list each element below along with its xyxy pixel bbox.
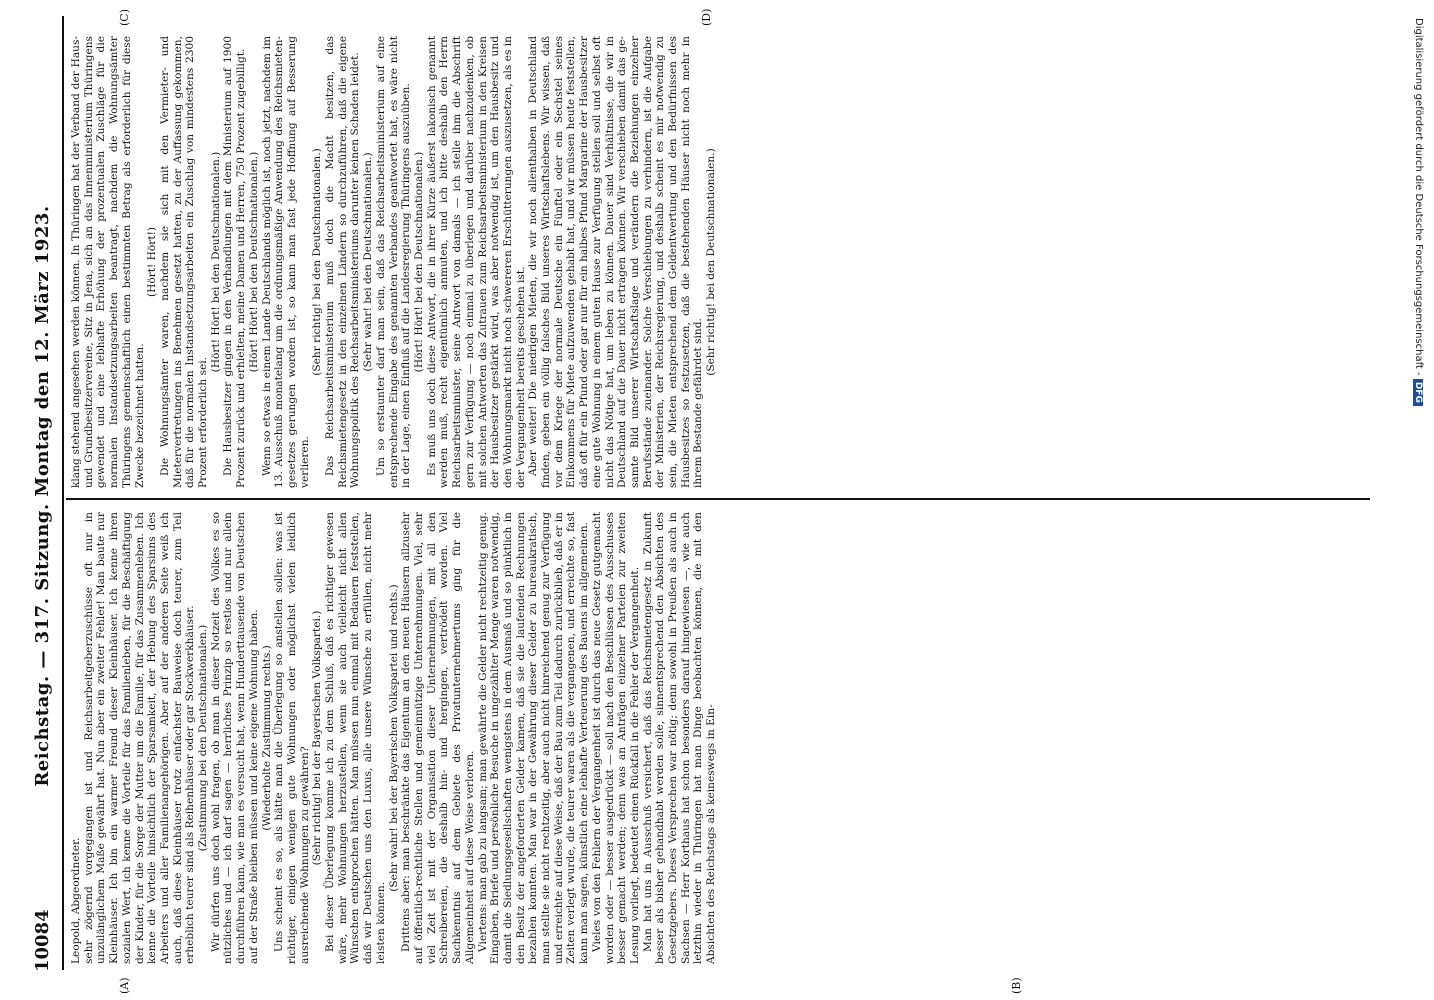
paragraph: Bei dieser Überlegung komme ich zu dem Schluß, daß es richtiger gewesen wäre, mehr Wohnungen herzustellen, wenn sie auch vielleicht nicht allen Wünschen entsprochen hätten. Man müssen nun einmal mit Bedauern feststellen, daß wir Deutschen uns den Luxus, alle unsere Wünsche zu erfüllen, nicht mehr leisten können. bbox=[324, 512, 387, 964]
page-number: 10084 bbox=[32, 909, 53, 972]
right-column bbox=[70, 36, 1370, 488]
paragraph: sehr zögernd vorgegangen ist und Reichsarbeitgeberzuschüsse oft nur in unzulänglichem Maße gewährt hat. Nun aber ein zweiter Fehler! Man baute nur Kleinhäuser. Ich bin ein warmer Freund dieser Kleinhäuser. Ich kenne ihren sozialen Wert, ich kenne die Vorteile für das Familienleben, für die Beschäftigung der Kinder, für die Sorge der Mutter um die Familie, für das Zusammenleben. Ich kenne die Vorteile hinsichtlich der Sparsamkeit, der Hebung des Sparsinns des Arbeiters und aller Familienangehörigen. Aber auf der anderen Seite weiß ich auch, daß diese Kleinhäuser trotz einfachster Bauweise doch teurer, zum Teil erheblich teurer sind als Reihenhäuser oder gar Stockwerkhäuser. bbox=[82, 512, 197, 964]
header-rule bbox=[62, 16, 64, 970]
paragraph: Uns scheint es so, als hätte man die Überlegung so anstellen sollen: was ist richtiger, einigen wenigen gute Wohnungen oder möglichst vielen leidlich ausreichende Wohnungen zu gewähren? bbox=[273, 512, 311, 964]
column-separator bbox=[66, 498, 1370, 500]
paragraph: Man hat uns in Ausschuß versichert, daß das Reichsmietengesetz in Zukunft besser als bisher gehandhabt werden solle, sinnentsprechend den Absichten des Gesetzgebers. Dieses Versprechen war nötig; denn sowohl in Preußen als auch in Sachsen — Herr Korthaus hat schon besonders darauf hingewiesen —, wie auch letzthin wieder in Thüringen hat man Dinge beobachten können, die mit den Absichten des Reichstags als keineswegs in Ein- bbox=[641, 512, 718, 964]
interjection: (Sehr wahr! bei den Deutschnationalen.) bbox=[362, 152, 375, 372]
interjection: (Wiederholte Zustimmung rechts.) bbox=[260, 645, 273, 831]
paragraph: Um so erstaunter darf man sein, daß das Reichsarbeitsministerium auf eine entsprechende Eingabe des genannten Verbandes geantwortet hat, es wäre nicht in der Lage, einen Einfluß auf die Landesregierung Thüringens auszuüben. bbox=[374, 36, 413, 488]
dfg-logo: DFG bbox=[1413, 379, 1423, 406]
interjection: (Hört! Hört!) bbox=[146, 226, 159, 298]
paragraph: Aber weiter! Die niedrigen Mieten, die wir noch allenthalben in Deutschland finden, geben ein völlig falsches Bild unseres Wirtschaftslebens. Wir wissen, daß vor dem Kriege der normale Deutsche ein Fünftel oder ein Sechstel seines Einkommens für Miete aufzuwenden gehabt hat, und wir müssen heute feststellen, daß oft für ein Pfund oder gar nur für ein halbes Pfund Margarine der Hausbesitzer eine gute Wohnung in einem guten Hause zur Verfügung stellen soll und selbst oft nicht das Nötige hat, um leben zu können. Dauer sind Verhältnisse, die wir in Deutschland auf die Dauer nicht ertragen können. Wir verschieben damit das gesamte Bild unserer Wirtschaftslage und verändern die Beziehungen einzelner Berufsstände zueinander. Solche Verschiebungen zu verhindern, ist die Aufgabe der Ministerien, der Reichsregierung, und deshalb scheint es mir notwendig zu sein, die Mieten entsprechend dem Geldentwertung und den Bedürfnissen des Hausbesitzes so festzusetzen, daß die bestehenden Häuser nicht noch mehr in ihrem Bestande gefährdet sind. bbox=[527, 36, 705, 488]
paragraph: Drittens aber: man beschränkte das Eigentum an den neuen Häusern allzusehr auf öffentlich-rechtliche Stellen und gemeinnützige Unternehmungen. Viel, sehr viel Zeit ist mit der Organisation dieser Unternehmungen, mit all den Schreibereien, die deshalb hin- und hergingen, vertrödelt worden. Viel Sachkenntnis auf dem Gebiete des Privatunternehmertums ging für die Allgemeinheit auf diese Weise verloren. bbox=[400, 512, 476, 964]
left-column bbox=[70, 512, 1370, 964]
speaker-label: Leopold, Abgeordneter. bbox=[70, 837, 82, 964]
interjection: (Hört! Hört! bei den Deutschnationalen.) bbox=[247, 151, 260, 373]
margin-marker-a: (A) bbox=[118, 977, 131, 994]
paragraph: Die Hausbesitzer gingen in den Verhandlungen mit dem Ministerium auf 1900 Prozent zurück und erhielten, meine Damen und Herren, 750 Prozent zugebilligt. bbox=[222, 36, 248, 488]
margin-marker-c: (C) bbox=[118, 9, 131, 26]
interjection: (Hört! Hört! bei den Deutschnationalen.) bbox=[412, 151, 425, 373]
margin-marker-b: (B) bbox=[1010, 977, 1023, 994]
interjection: (Sehr richtig! bei den Deutschnationalen.) bbox=[705, 148, 718, 376]
interjection: (Hört! Hört! bei den Deutschnationalen.) bbox=[209, 151, 222, 373]
interjection: (Sehr richtig! bei der Bayerischen Volkspartei.) bbox=[311, 610, 324, 866]
credit-text: Digitalisierung gefördert durch die Deutsche Forschungsgemeinschaft - bbox=[1413, 18, 1424, 376]
interjection: (Sehr richtig! bei den Deutschnationalen.) bbox=[311, 148, 324, 376]
margin-marker-d: (D) bbox=[700, 8, 713, 26]
page-header bbox=[30, 20, 62, 972]
paragraph: Die Wohnungsämter waren, nachdem sie sich mit den Vermieter- und Mietervertretungen ins Benehmen gesetzt hatten, zu der Auffassung gekommen, daß für die normalen Instandsetzungsarbeiten ein Zuschlag von mindestens 2300 Prozent erforderlich sei. bbox=[158, 36, 210, 488]
paragraph: Es muß uns doch diese Antwort, die in ihrer Kürze äußerst lakonisch genannt werden muß, recht eigentümlich anmuten, und ich bitte deshalb den Herrn Reichsarbeitsminister, seine Antwort von damals — ich stelle ihm die Abschrift gern zur Verfügung — noch einmal zu überlegen und darüber nachzudenken, ob mit solchen Antworten das Zutrauen zum Reichsarbeitsministerium in den Kreisen der Hausbesitzer gestärkt wird, was aber notwendig ist, um den Hausbesitz und den Wohnungsmarkt nicht noch schwereren Erschütterungen auszusetzen, als es in der Vergangenheit bereits geschehen ist. bbox=[425, 36, 527, 488]
paragraph: klang stehend angesehen werden können. In Thüringen hat der Verband der Haus- und Grundbesitzervereine, Sitz in Jena, sich an das Innenministerium Thüringens gewendet und eine lebhafte Erhöhung der prozentualen Zuschläge für die normalen Instandsetzungsarbeiten beantragt, nachdem die Wohnungsämter Thüringens gemeinschaftlich einen bestimmten Betrag als erforderlich für diese Zwecke bezeichnet hatten. bbox=[70, 36, 146, 488]
digitization-credit bbox=[1406, 8, 1428, 988]
page-title: Reichstag. — 317. Sitzung. Montag den 12. März 1923. bbox=[32, 205, 53, 787]
paragraph: Vieles von den Fehlern der Vergangenheit ist durch das neue Gesetz gutgemacht worden oder — besser ausgedrückt — soll nach den Beschlüssen des Ausschusses besser gemacht werden; denn was an Anträgen einzelner Parteien zur zweiten Lesung vorliegt, bedeutet einen Rückfall in die Fehler der Vergangenheit. bbox=[590, 512, 641, 964]
paragraph: Wenn so etwas in einem Lande Deutschlands möglich ist, noch jetzt, nachdem im 13. Ausschuß monatelang um die ordnungsmäßige Anwendung des Reichsmietengesetzes gerungen worden ist, so kann man fast jede Hoffnung auf Besserung verlieren. bbox=[260, 36, 311, 488]
paragraph: Viertens: man gab zu langsam; man gewährte die Gelder nicht rechtzeitig genug. Eingaben, Briefe und persönliche Besuche in ungezählter Menge waren notwendig, damit die Siedlungsgesellschaften wenigstens in dem Ausmaß und so pünktlich in den Besitz der angeforderten Gelder kamen, daß sie die laufenden Rechnungen bezahlen konnten. Man war in der Gewährung dieser Gelder zu bureaukratisch, man stellte sie nicht rechtzeitig, aber auch nicht hinreichend genug zur Verfügung und erreichte auf diese Weise, daß der Bau zum Teil dadurch zurückblieb, daß er in Zeiten verlegt wurde, die teurer waren als die vergangenen, und erreichte so, fast kann man sagen, künstlich eine lebhafte Verteuerung des Bauens im allgemeinen. bbox=[476, 512, 591, 964]
paragraph: Wir dürfen uns doch wohl fragen, ob man in dieser Notzeit des Volkes es so nützliches und — ich darf sagen — herrliches Prinzip so restlos und nur allein durchführen kann, wie man es versucht hat, wenn Hunderttausende von Deutschen auf der Straße bleiben müssen und keine eigene Wohnung haben. bbox=[209, 512, 260, 964]
interjection: (Sehr wahr! bei der Bayerischen Volkspartei und rechts.) bbox=[387, 584, 400, 892]
paragraph: Das Reichsarbeitsministerium muß doch die Macht besitzen, das Reichsmietengesetz in den einzelnen Ländern so durchzuführen, daß die eigene Wohnungspolitik des Reichsarbeitsministeriums darunter keinen Schaden leidet. bbox=[324, 36, 362, 488]
interjection: (Zustimmung bei den Deutschnationalen.) bbox=[197, 624, 210, 852]
